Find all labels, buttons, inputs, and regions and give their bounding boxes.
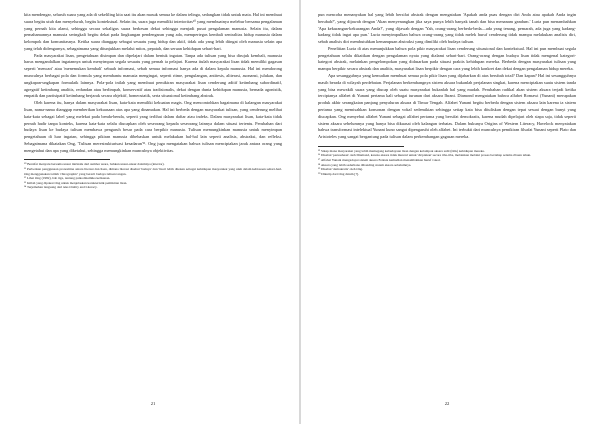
paragraph: kita mendengar, seluruh suara yang ada di sekeliling kita saat itu akan masuk semua ke dalam telinga, sedangkan tidak untuk mata. Hal ini membuat suara begitu utuh dan menyeluruh, begitu kontekstual. Selain itu, suara juga memiliki interioritas¹⁰ yang membuatnya melebur bersama pengalaman yang pernah kita alami, sehingga secara sekaligus suara berkesan dekat sehingga menjadi pusat pengalaman manusia. Selain itu, dalam pemahamannya manusia seringkali begitu dekat pada lingkungan pendengaran yang ada, mempertegas kembali sentralitas hidup manusia dalam kelompok dan komunitasnya. Ketika suara dianggap sebagai sesuatu yang hidup dan aktif, tidak ada yang lebih diingat oleh manusia selain apa yang telah didengarnya, sebagaimana yang ditunjukkan melalui mitos, pepatah, dan seruan kehidupan sehari-hari. <box>24 12 282 51</box>
footnote: ¹⁴ Terjemahan langsung dari teks Orality and Literacy. <box>24 185 98 190</box>
paragraph: Penelitian Luria di atas menunjukkan bahwa pola pikir masyarakat lisan cenderung situasional dan kontekstual. Hal ini pun membuat segala pengetahuan selalu dikaitkan dengan pengalaman nyata yang dialami sehari-hari. Orang-orang dengan budaya lisan tidak mengenal kategori-kategori abstrak, melainkan pengelompokan yang didasarkan pada situasi praktis kehidupan mereka. Berbeda dengan masyarakat tulisan yang mampu berpikir secara abstrak dan analitis, masyarakat lisan berpikir dengan cara yang lebih konkret dan dekat dengan pengalaman hidup mereka. <box>318 45 576 72</box>
paragraph: Apa sesungguhnya yang kemudian membuat semua pola pikir lisan yang dijabarkan di atas berubah total? Dan kapan? Hal ini sesungguhnya masih berada di wilayah perdebatan. Perjalanan berkembangnya sistem aksara bukanlah perjalanan singkat, karena menciptakan suatu sistem tanda yang bisa mewakili suara yang diucap oleh suatu masyarakat bukanlah hal yang mudah. Perubahan radikal akan sistem aksara terjadi ketika terciptanya alfabet di Yunani pertama kali sebagai turunan dari aksara Ibrani. Diamond mengatakan bahwa alfabet Romawi (Yunani) merupakan produk akhir serangkaian panjang penyaluran aksara di Timur Tengah. Alfabet Yunani begitu berbeda dengan sistem aksara lain karena ia sistem pertama yang memisahkan konsonan dengan vokal sedemikian sehingga setiap kata bisa dituliskan dengan tepat sesuai dengan bunyi yang diucapkan. Ong menyebut alfabet Yunani sebagai alfabet pertama yang bersifat demokratis, karena mudah dipelajari oleh siapa saja, tidak seperti sistem aksara sebelumnya yang hanya bisa dikuasai oleh kalangan terbatas. Dalam bukunya Origins of Western Literacy, Havelock menyatakan bahwa transformasi intelektual Yunani kuno sangat dipengaruhi oleh alfabet. Ini terbukti dari munculnya pemikiran filsafat Yunani seperti Plato dan Aristoteles yang sangat bergantung pada tulisan dalam perkembangan gagasan mereka. <box>318 73 576 140</box>
left-page-footnotes <box>24 162 282 190</box>
footnote-divider <box>24 159 110 160</box>
footnote: ¹⁰ Bersifat menyatu bersama unsur intrinsik dari sumber suara, bahkan unsur-unsur dalamnya (interior). <box>24 162 165 167</box>
page-number: 22 <box>444 401 450 406</box>
book-gutter <box>299 0 301 424</box>
right-page <box>318 12 576 412</box>
footnote: ¹⁸ Aksara yang lebih sederhana dibanding sistem aksara sebelumnya. <box>318 162 412 167</box>
left-page-body <box>24 12 282 154</box>
right-page-body <box>318 12 576 141</box>
footnote: ¹¹ Perbedaan penggunaan pronomina antara literasi dan lisan, dimana literasi disebut 'budaya' dan 'lisan' lebih ditekan sebagai kehidupan masyarakat yang utuh dalam kebiasaan sehari-hari. Ong menggunakan istilah 'chirographic' yang berarti budaya tulisan tangan. <box>24 167 282 176</box>
footnote: ²⁰ Dikutip dari Ong dalam [?]. <box>318 171 359 176</box>
footnote: ¹⁵ Sikap mana masyarakat yang lebih memegang kebudayaan lisan dengan kelompok aksara sulit (titik) kehidupan mereka. <box>318 148 485 153</box>
footnote: ¹² Lihat Ong (1982), bab tiga, tentang psikodinamika kelisanan. <box>24 176 111 181</box>
paragraph: Oleh karena itu, hanya dalam masyarakat lisan, kata-kata memiliki kekuatan magis. Ong mencontohkan bagaimana di kalangan masyarakat lisan, nama-nama dianggap memberikan kekuasaan atas apa yang dinamakan. Hal ini berbeda dengan masyarakat tulisan, yang cenderung melihat kata-kata sebagai label yang melekat pada benda-benda, seperti yang terlihat dalam daftar atau indeks. Dalam masyarakat lisan, kata-kata tidak pernah hadir tanpa konteks, karena kata-kata selalu diucapkan oleh seseorang kepada seseorang lainnya dalam situasi tertentu. Perubahan dari budaya lisan ke budaya tulisan membawa pengaruh besar pada cara berpikir manusia. Tulisan memungkinkan manusia untuk menyimpan pengetahuan di luar ingatan, sehingga pikiran manusia dibebaskan untuk melakukan hal-hal lain seperti analisis, abstraksi, dan refleksi. Sebagaimana dikatakan Ong, 'Tulisan merestrukturisasi kesadaran'¹¹. Ong juga mengatakan bahwa tulisan menciptakan jarak antara orang yang mengetahui dan apa yang diketahui, sehingga memungkinkan munculnya objektivitas. <box>24 100 282 153</box>
left-page <box>24 12 282 412</box>
paragraph: pun mencoba menanyakan hal yang lebih bersifat abstrak dengan mengatakan 'Apakah anda puas dengan diri Anda atau apakah Anda ingin berubah?', yang dijawab dengan 'Akan menyenangkan jika saya punya lebih banyak tanah dan bisa menanam gandum.' Luria pun menambahkan 'Apa kekurangan-kekurangan Anda?', yang dijawab dengan 'Yah, orang-orang berbeda-beda—ada yang tenang, pemarah, ada juga yang kadang-kadang tidak ingat apa pun.' Luria menyimpulkan bahwa orang-orang yang tidak melek huruf cenderung tidak mampu melakukan analisis diri, sebab analisis diri membutuhkan kemampuan abstraksi yang dimiliki oleh budaya tulisan. <box>318 12 576 45</box>
footnote-divider <box>318 146 404 147</box>
footnote: ¹⁶ Disebut 'perusahaan' oleh Diamond, karena aksara tidak muncul untuk 'dicptakan' secara tiba-tiba, melainkan melalui proses bertahap selama ribuan tahun. <box>318 153 532 158</box>
footnote: ¹³ Istilah yang dipakai Ong untuk menjelaskan karakteristik pemikiran lisan. <box>24 180 128 185</box>
right-page-footnotes <box>318 149 576 177</box>
page-number: 21 <box>150 401 156 406</box>
footnote: ¹⁹ Disebut 'demokratis' oleh Ong. <box>318 167 363 172</box>
paragraph: Pada masyarakat lisan, pengetahuan disimpan dan dipelajari dalam bentuk ingatan. Tanpa ada tulisan yang bisa dirujuk kembali, manusia harus mengandalkan ingatannya untuk menyimpan segala sesuatu yang pernah ia pelajari. Karena itulah masyarakat lisan tidak memiliki gagasan seperti 'mencari' atau 'menemukan kembali' sebuah informasi, sebab semua informasi hanya ada di dalam kepala manusia. Hal ini mendorong munculnya berbagai pola dan formula yang membantu manusia mengingat, seperti ritme, pengulangan, antitesis, aliterasi, asonansi, julukan, dan ungkapan-ungkapan formulaik lainnya. Pola-pola inilah yang membuat pemikiran masyarakat lisan cenderung aditif ketimbang subordinatif, agregatif ketimbang analitis, redundan atau berlimpah, konservatif atau tradisionalis, dekat dengan dunia kehidupan manusia, bernada agonistik, empatik dan partisipatif ketimbang berjarak secara objektif, homeostatik, serta situasional ketimbang abstrak. <box>24 52 282 99</box>
footnote: ¹⁷ Alfabet Yunani mengadopsi sistem aksara Fenisia kemudian menambahkan huruf vokal. <box>318 158 441 163</box>
